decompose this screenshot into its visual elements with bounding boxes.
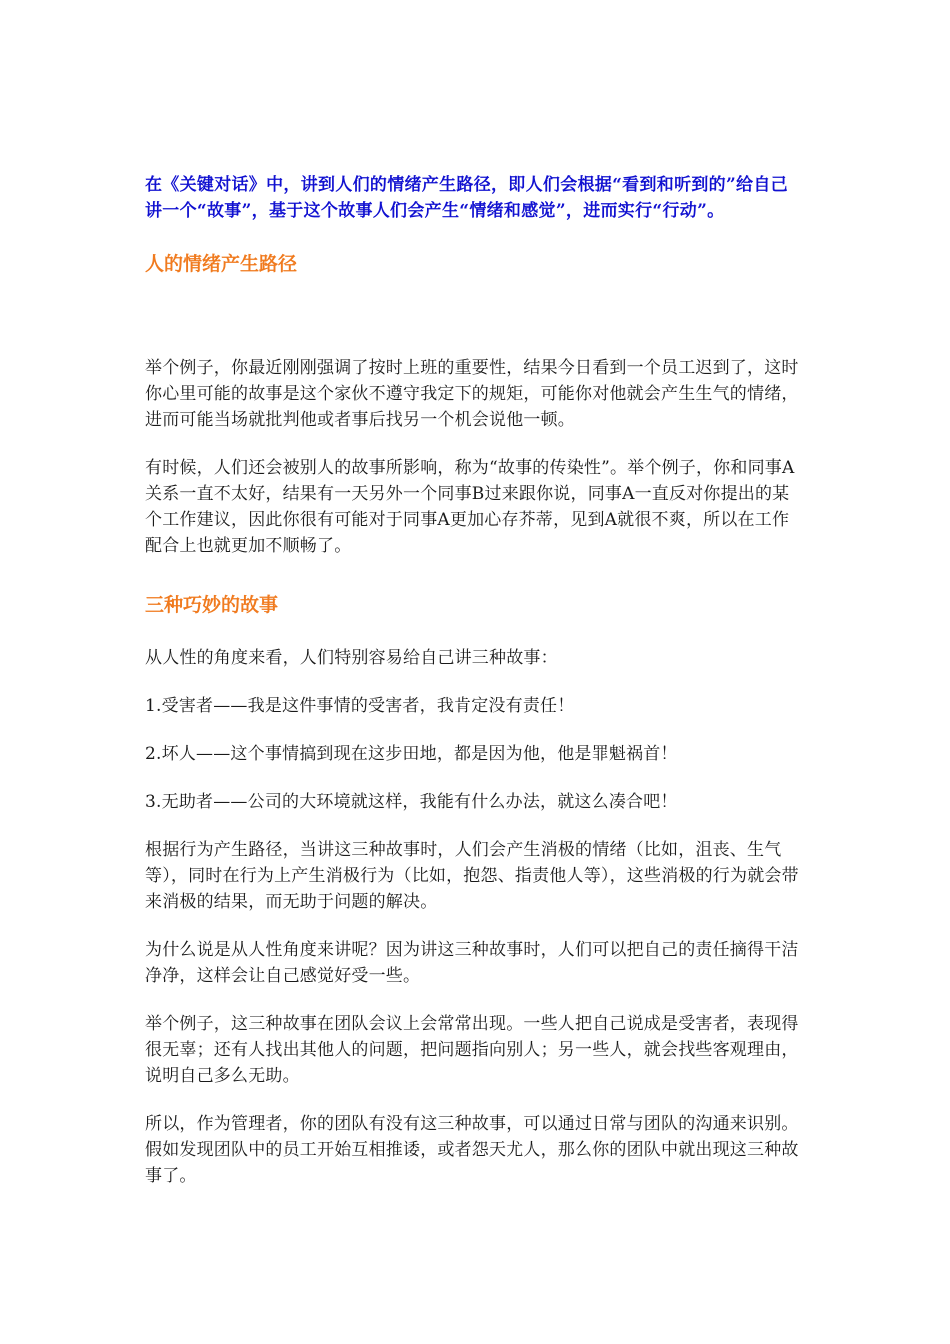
paragraph: 举个例子，这三种故事在团队会议上会常常出现。一些人把自己说成是受害者，表现得很无辜；还有人找出其他人的问题，把问题指向别人；另一些人，就会找些客观理由，说明自己多么无助。 [145, 1014, 799, 1086]
list-item: 2.坏人——这个事情搞到现在这步田地，都是因为他，他是罪魁祸首！ [145, 744, 678, 764]
section-heading-three-stories: 三种巧妙的故事 [145, 594, 279, 616]
intro-paragraph: 在《关键对话》中，讲到人们的情绪产生路径，即人们会根据“看到和听到的”给自己讲一个“故事”，基于这个故事人们会产生“情绪和感觉”，进而实行“行动”。 [145, 175, 788, 221]
paragraph: 从人性的角度来看，人们特别容易给自己讲三种故事： [145, 648, 558, 668]
list-item: 1.受害者——我是这件事情的受害者，我肯定没有责任！ [145, 696, 575, 716]
paragraph: 举个例子，你最近刚刚强调了按时上班的重要性，结果今日看到一个员工迟到了，这时你心里可能的故事是这个家伙不遵守我定下的规矩，可能你对他就会产生生气的情绪，进而可能当场就批判他或者事后找另一个机会说他一顿。 [145, 358, 799, 430]
list-item: 3.无助者——公司的大环境就这样，我能有什么办法，就这么凑合吧！ [145, 792, 678, 812]
article-body [145, 172, 805, 1189]
paragraph: 所以，作为管理者，你的团队有没有这三种故事，可以通过日常与团队的沟通来识别。假如发现团队中的员工开始互相推诿，或者怨天尤人，那么你的团队中就出现这三种故事了。 [145, 1114, 799, 1186]
paragraph: 根据行为产生路径，当讲这三种故事时，人们会产生消极的情绪（比如，沮丧、生气等），同时在行为上产生消极行为（比如，抱怨、指责他人等），这些消极的行为就会带来消极的结果，而无助于问题的解决。 [145, 840, 799, 912]
paragraph: 为什么说是从人性角度来讲呢？因为讲这三种故事时，人们可以把自己的责任摘得干洁净净，这样会让自己感觉好受一些。 [145, 940, 799, 986]
paragraph: 有时候，人们还会被别人的故事所影响，称为“故事的传染性”。举个例子，你和同事A关系一直不太好，结果有一天另外一个同事B过来跟你说，同事A一直反对你提出的某个工作建议，因此你很有可能对于同事A更加心存芥蒂，见到A就很不爽，所以在工作配合上也就更加不顺畅了。 [145, 458, 795, 556]
section-heading-emotion-path: 人的情绪产生路径 [145, 253, 298, 275]
